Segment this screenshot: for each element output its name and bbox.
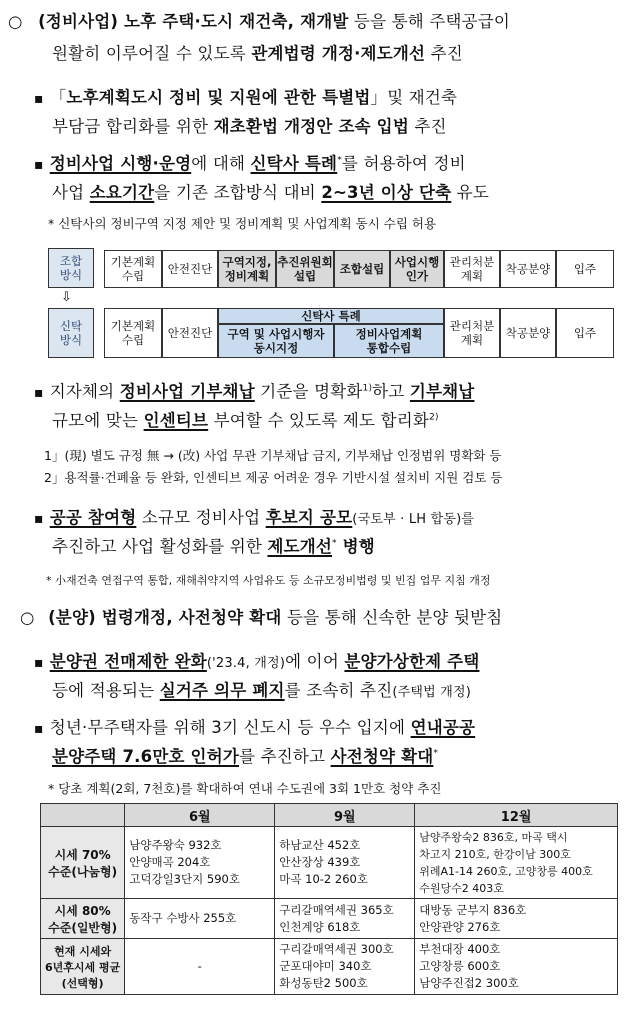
circle-bullet-icon: ○ <box>8 12 23 31</box>
step-committee: 추진위원회 설립 <box>276 250 334 288</box>
trust-step-safety-check: 안전진단 <box>162 308 218 358</box>
sub-bullet-youth: ▪ 청년·무주택자를 위해 3기 신도시 등 우수 입지에 연내공공 <box>34 718 476 737</box>
square-bullet-icon: ▪ <box>34 721 44 737</box>
step-zone-designation: 구역지정, 정비계획 <box>218 250 276 288</box>
step-project-approval: 사업시행 인가 <box>390 250 444 288</box>
step-safety-check: 안전진단 <box>162 250 218 288</box>
square-bullet-icon: ▪ <box>34 385 44 401</box>
table-header-dec: 12월 <box>415 804 618 827</box>
down-arrow-icon: ⇩ <box>61 290 72 305</box>
square-bullet-icon: ▪ <box>34 91 44 107</box>
cell-sep: 하남교산 452호 안산장상 439호 마곡 10-2 260호 <box>275 827 415 899</box>
trust-note: * 신탁사의 정비구역 지정 제안 및 정비계획 및 사업계획 동시 수립 허용 <box>48 216 437 231</box>
cell-sep: 구리갈매역세권 300호 군포대야미 340호 화성동탄2 500호 <box>275 939 415 995</box>
table-header-empty <box>41 804 125 827</box>
sub-bullet-trust-special-line-2: 사업 소요기간을 기존 조합방식 대비 2~3년 이상 단축 유도 <box>52 183 490 202</box>
table-row <box>41 939 618 995</box>
trust-step-move-in: 입주 <box>556 308 614 358</box>
sub-bullet-public-line-2: 추진하고 사업 활성화를 위한 제도개선* 병행 <box>52 537 375 556</box>
step-management-plan: 관리처분 계획 <box>444 250 500 288</box>
row-label: 시세 70% 수준(나눔형) <box>41 827 125 899</box>
sub-bullet-resale: ▪ 분양권 전매제한 완화('23.4, 개정)에 이어 분양가상한제 주택 <box>34 652 480 671</box>
table-row <box>41 899 618 939</box>
step-construction-sale: 착공분양 <box>500 250 556 288</box>
table-header-sep: 9월 <box>275 804 415 827</box>
trust-step-basic-plan: 기본계획 수립 <box>104 308 162 358</box>
square-bullet-icon: ▪ <box>34 511 44 527</box>
cell-jun: 동작구 수방사 255호 <box>125 899 275 939</box>
sub-bullet-donation-line-2: 규모에 맞는 인센티브 부여할 수 있도록 제도 합리화$^{2)}$ <box>52 411 439 430</box>
cell-jun: - <box>125 939 275 995</box>
sub-bullet-youth-line-2: 분양주택 7.6만호 인허가를 추진하고 사전청약 확대* <box>52 747 439 766</box>
table-header-row <box>41 804 618 827</box>
section-1-line-2: 원활히 이루어질 수 있도록 관계법령 개정·제도개선 추진 <box>52 44 463 63</box>
footnote-1: 1」(現) 별도 규정 無 → (改) 사업 무관 기부채납 금지, 기부채납 인정범위 명확화 등 <box>44 448 502 463</box>
trust-step-integrated-plan: 정비사업계획 통합수립 <box>334 324 444 358</box>
sub-bullet-special-act: ▪ 「노후계획도시 정비 및 지원에 관한 특별법」및 재건축 <box>34 88 458 107</box>
youth-note: * 당초 계획(2회, 7천호)를 확대하여 연내 수도권에 3회 1만호 청약 추진 <box>48 781 442 796</box>
public-note: * 小재건축 연접구역 통합, 재해취약지역 사업유도 등 소규모정비법령 및 빈집 업무 지침 개정 <box>46 574 491 587</box>
sub-bullet-trust-special: ▪ 정비사업 시행·운영에 대해 신탁사 특례*를 허용하여 정비 <box>34 154 466 173</box>
step-move-in: 입주 <box>556 250 614 288</box>
table-header-jun: 6월 <box>125 804 275 827</box>
section-1-heading: ○ (정비사업) 노후 주택·도시 재건축, 재개발 등을 통해 주택공급이 <box>8 12 511 31</box>
step-basic-plan: 기본계획 수립 <box>104 250 162 288</box>
cell-jun: 남양주왕숙 932호 안양매곡 204호 고덕강일3단지 590호 <box>125 827 275 899</box>
trust-step-construction-sale: 착공분양 <box>500 308 556 358</box>
footnote-2: 2」용적률·건폐율 등 완화, 인센티브 제공 어려운 경우 기반시설 설치비 지원 검토 등 <box>44 470 503 485</box>
cell-dec: 부천대장 400호 고양창릉 600호 남양주진접2 300호 <box>415 939 618 995</box>
trust-method-label: 신탁 방식 <box>48 308 94 358</box>
circle-bullet-icon: ○ <box>20 608 35 627</box>
sub-bullet-resale-line-2: 등에 적용되는 실거주 의무 폐지를 조속히 추진(주택법 개정) <box>52 681 472 700</box>
cell-dec: 대방동 군부지 836호 안양관양 276호 <box>415 899 618 939</box>
cell-sep: 구리갈매역세권 365호 인천계양 618호 <box>275 899 415 939</box>
union-method-label: 조합 방식 <box>48 248 94 288</box>
trust-step-management-plan: 관리처분 계획 <box>444 308 500 358</box>
row-label: 시세 80% 수준(일반형) <box>41 899 125 939</box>
section-2-heading: ○ (분양) 법령개정, 사전청약 확대 등을 통해 신속한 분양 뒷받침 <box>20 608 503 627</box>
square-bullet-icon: ▪ <box>34 655 44 671</box>
trust-step-designation: 구역 및 사업시행자 동시지정 <box>218 324 334 358</box>
presale-schedule-table <box>40 803 618 995</box>
trust-special-banner: 신탁사 특례 <box>218 308 444 324</box>
sub-bullet-donation: ▪ 지자체의 정비사업 기부채납 기준을 명확화$^{1)}$하고 기부채납 <box>34 382 475 401</box>
step-union-establish: 조합설립 <box>334 250 390 288</box>
sub-bullet-special-act-line-2: 부담금 합리화를 위한 재초환법 개정안 조속 입법 추진 <box>52 117 447 136</box>
table-row <box>41 827 618 899</box>
cell-dec: 남양주왕숙2 836호, 마곡 택시 차고지 210호, 한강이남 300호 위례A1-14 260호, 고양창릉 400호 수원당수2 403호 <box>415 827 618 899</box>
sub-bullet-public: ▪ 공공 참여형 소규모 정비사업 후보지 공모(국토부 · LH 합동)를 <box>34 508 475 527</box>
row-label: 현재 시세와 6년후시세 평균 (선택형) <box>41 939 125 995</box>
square-bullet-icon: ▪ <box>34 157 44 173</box>
